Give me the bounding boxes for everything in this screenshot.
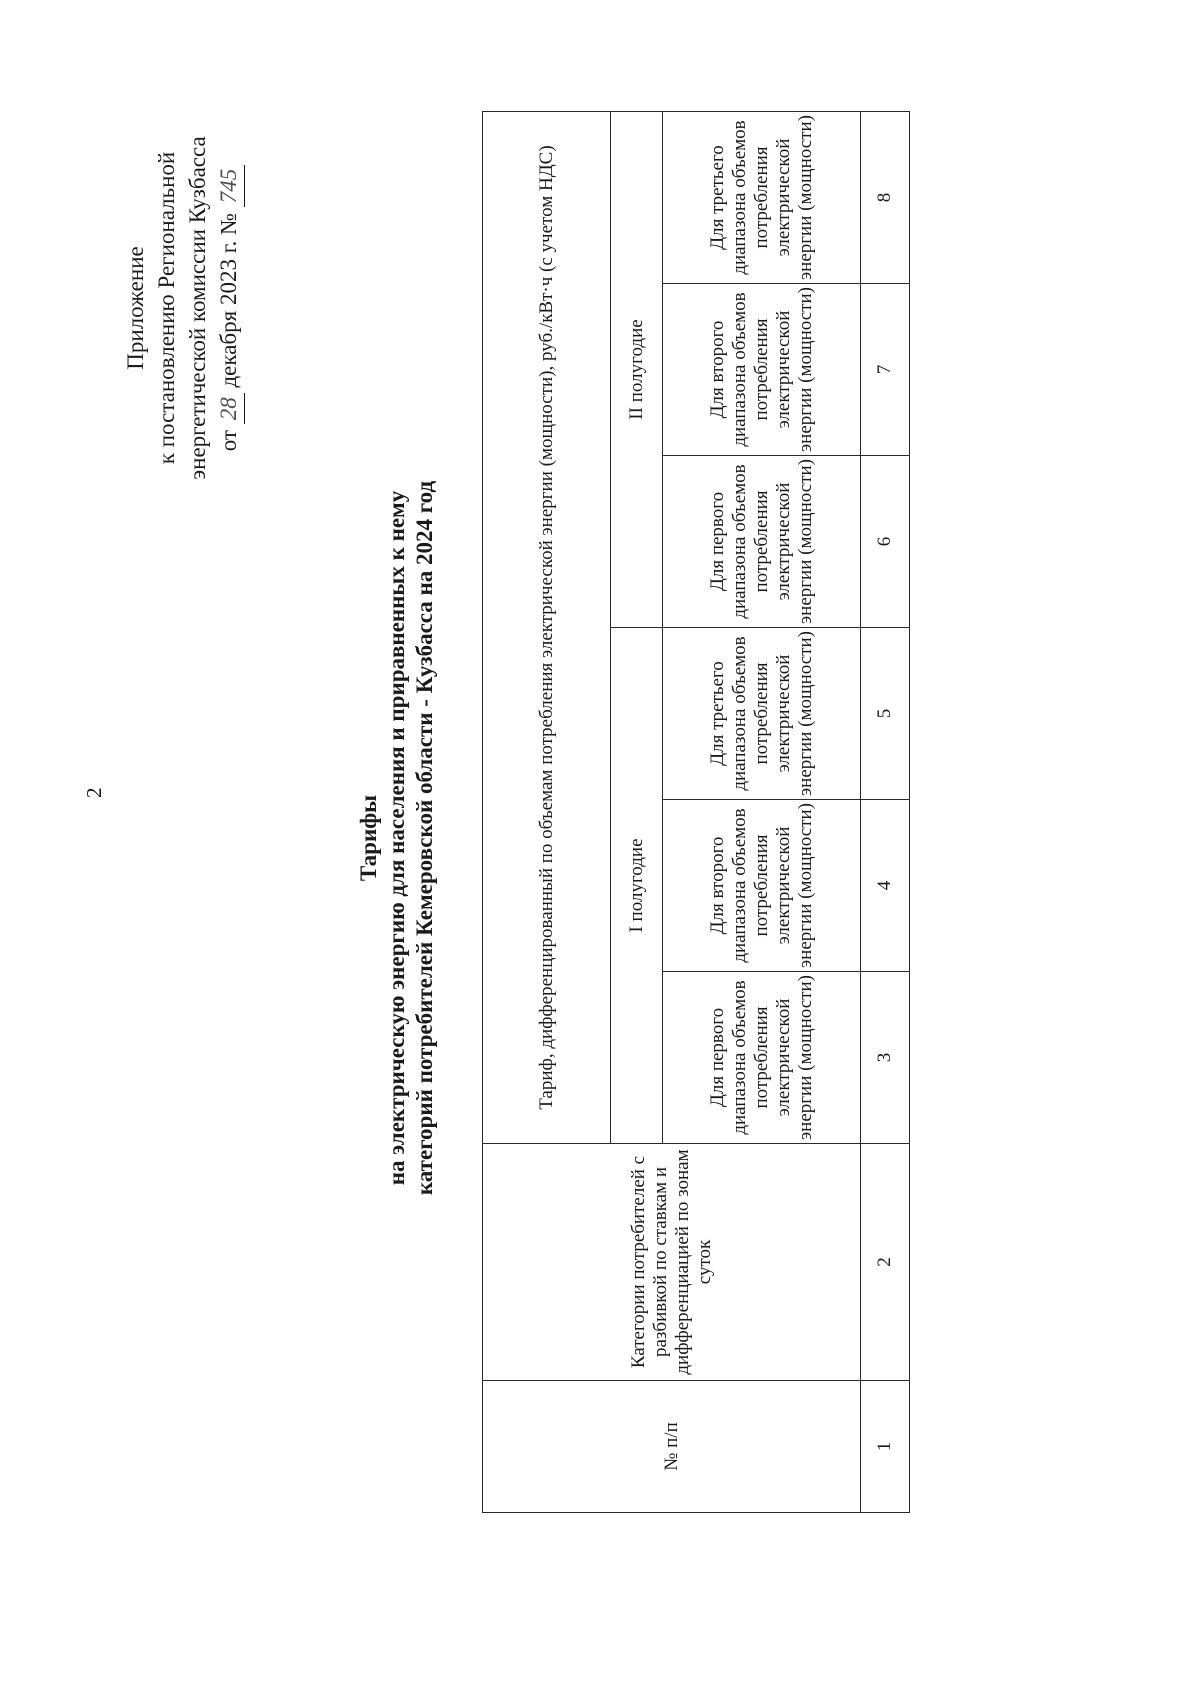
header-cell-number: № п/п xyxy=(483,1381,861,1513)
header-cell-tariff: Тариф, дифференцированный по объемам потребления электрической энергии (мощности), руб./кВт·ч (с учетом НДС) xyxy=(483,112,611,1144)
column-number-cell: 4 xyxy=(861,800,910,972)
decree-number: 745 xyxy=(213,165,245,208)
column-number-cell: 6 xyxy=(861,456,910,628)
column-number-cell: 8 xyxy=(861,112,910,284)
tariff-table xyxy=(482,111,910,1513)
header-cell-h2-range-1: Для первого диапазона объемов потребления электрической энергии (мощности) xyxy=(663,456,861,628)
column-number-cell: 5 xyxy=(861,628,910,800)
date-rest: декабря 2023 г. № xyxy=(216,213,241,388)
column-number-cell: 7 xyxy=(861,284,910,456)
header-cell-h1-range-2: Для второго диапазона объемов потребления электрической энергии (мощности) xyxy=(663,800,861,972)
column-number-cell: 3 xyxy=(861,972,910,1144)
page-number: 2 xyxy=(82,787,106,798)
appendix-line-3: энергетической комиссии Кузбасса xyxy=(185,136,210,480)
date-prefix: от xyxy=(216,430,241,452)
column-number-row xyxy=(861,112,910,1513)
title-line-3: категорий потребителей Кемеровской области - Кузбасса на 2024 год xyxy=(412,480,437,1196)
title-line-2: на электрическую энергию для населения и приравненных к нему xyxy=(384,490,409,1186)
header-cell-category: Категории потребителей с разбивкой по ставкам и дифференциацией по зонам суток xyxy=(483,1144,861,1381)
column-number-cell: 2 xyxy=(861,1144,910,1381)
header-cell-h1-range-3: Для третьего диапазона объемов потребления электрической энергии (мощности) xyxy=(663,628,861,800)
header-cell-h1-range-1: Для первого диапазона объемов потребления электрической энергии (мощности) xyxy=(663,972,861,1144)
appendix-line-2: к постановлению Региональной xyxy=(154,151,179,465)
column-number-cell: 1 xyxy=(861,1381,910,1513)
header-cell-h2-range-3: Для третьего диапазона объемов потребления электрической энергии (мощности) xyxy=(663,112,861,284)
header-cell-half-2: II полугодие xyxy=(611,112,663,628)
date-day: 28 xyxy=(213,393,245,424)
appendix-line-1: Приложение xyxy=(123,246,148,370)
header-cell-half-1: I полугодие xyxy=(611,628,663,1144)
appendix-header xyxy=(120,68,245,548)
header-cell-h2-range-2: Для второго диапазона объемов потребления электрической энергии (мощности) xyxy=(663,284,861,456)
appendix-date-line xyxy=(213,68,245,548)
document-title xyxy=(355,238,439,1438)
title-line-1: Тарифы xyxy=(356,794,381,882)
